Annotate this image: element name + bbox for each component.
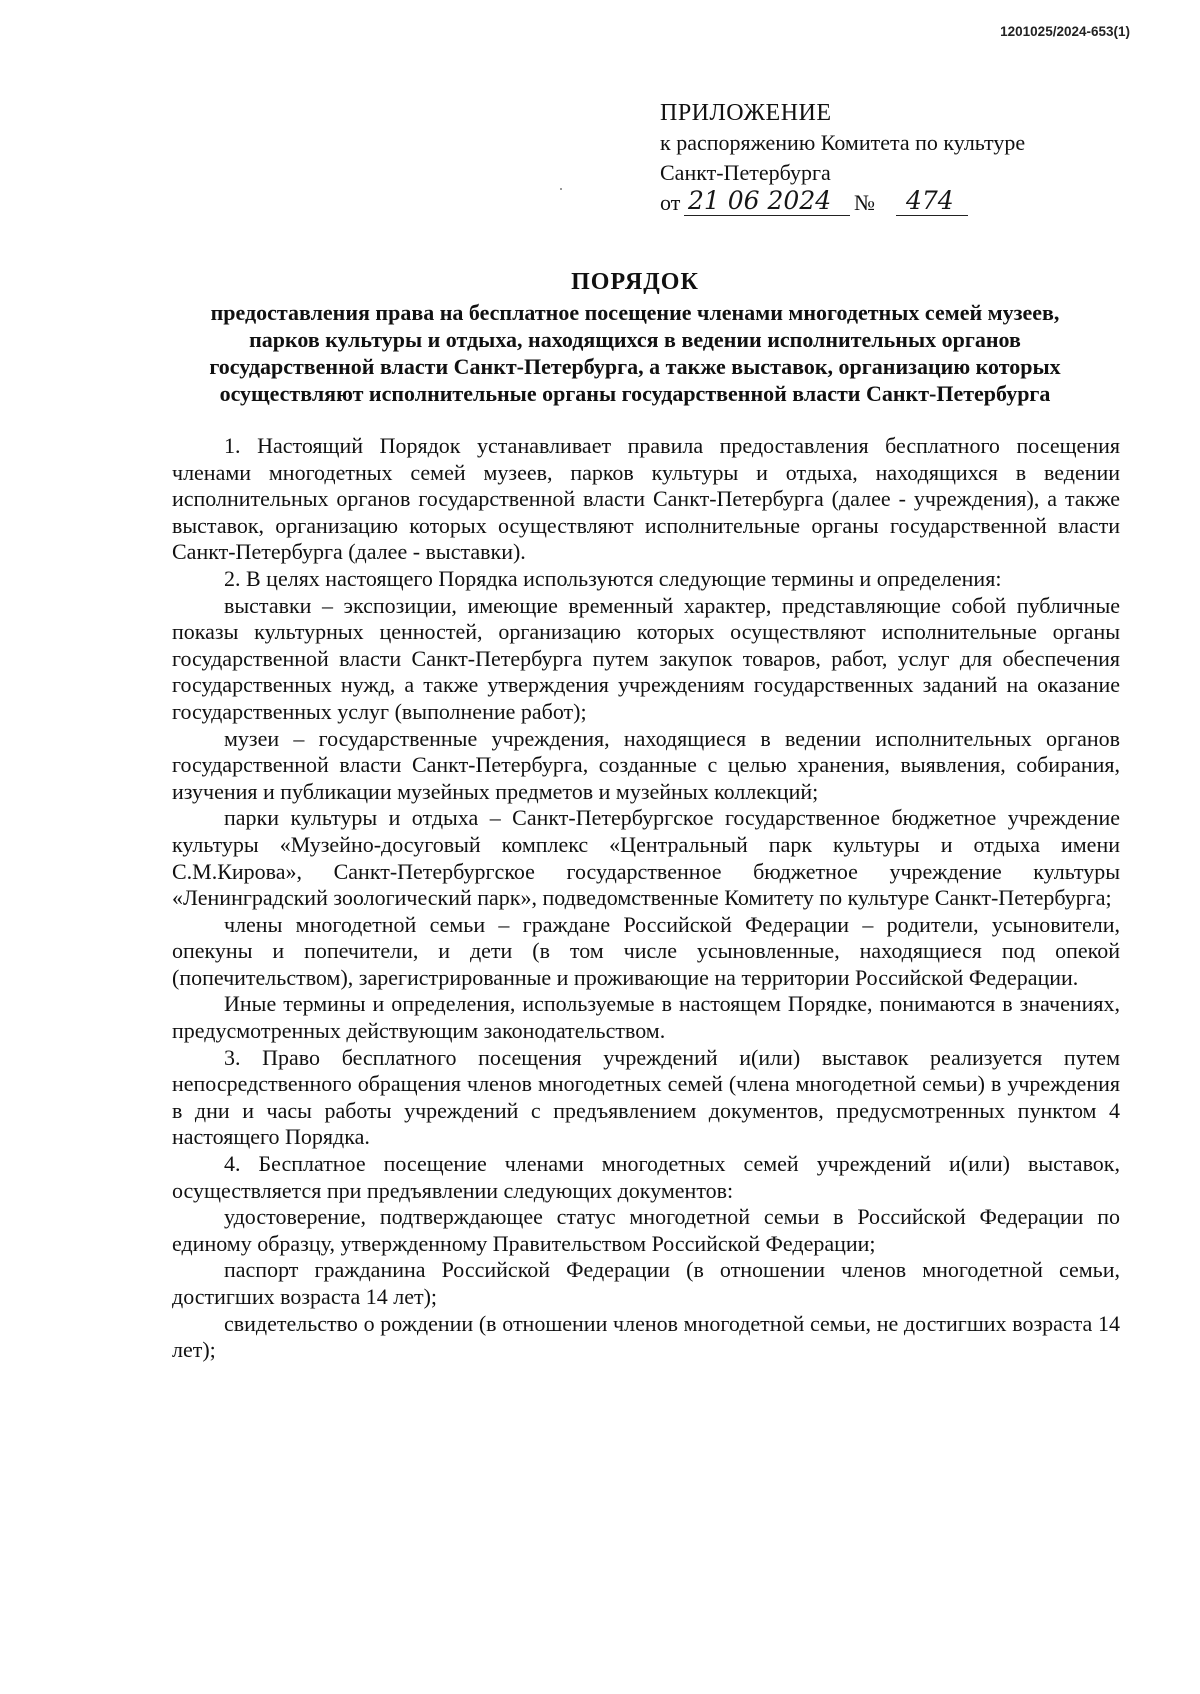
number-label: № <box>854 190 875 215</box>
document-item-passport: паспорт гражданина Российской Федерации (в отношении членов многодетной семьи, достигших возраста 14 лет); <box>172 1257 1120 1309</box>
paragraph-1-scope: 1. Настоящий Порядок устанавливает правила предоставления бесплатного посещения членами многодетных семей музеев, парков культуры и отдыха, находящихся в ведении исполнительных органов государственной власти Санкт-Петербурга (далее - учреждения), а также выставок, организацию которых осуществляют исполнительные органы государственной власти Санкт-Петербурга (далее - выставки). <box>172 433 1120 565</box>
handwritten-date: 21 06 2024 <box>688 186 832 215</box>
document-item-birth-certificate: свидетельство о рождении (в отношении членов многодетной семьи, не достигших возраста 14 лет); <box>172 1310 1120 1363</box>
paragraph-2-terms-intro: 2. В целях настоящего Порядка используются следующие термины и определения: <box>224 565 1002 591</box>
appendix-line-1: к распоряжению Комитета по культуре <box>660 130 1026 155</box>
order-heading <box>150 265 1120 407</box>
order-subtitle-line: парков культуры и отдыха, находящихся в ведении исполнительных органов <box>249 327 1021 352</box>
definition-family-members: члены многодетной семьи – граждане Российской Федерации – родители, усыновители, опекуны и попечители, и дети (в том числе усыновленные, находящиеся под опекой (попечительством), зарегистрированные и проживающие на территории Российской Федерации. <box>172 911 1120 990</box>
paragraph-3-right-of-visit: 3. Право бесплатного посещения учреждений и(или) выставок реализуется путем непосредственного обращения членов многодетных семей (члена многодетной семьи) в учреждения в дни и часы работы учреждений с предъявлением документов, предусмотренных пунктом 4 настоящего Порядка. <box>172 1044 1120 1150</box>
definition-museums: музеи – государственные учреждения, находящиеся в ведении исполнительных органов государственной власти Санкт-Петербурга, созданные с целью хранения, выявления, собирания, изучения и публикации музейных предметов и музейных коллекций; <box>172 725 1120 804</box>
date-number-line <box>660 188 1025 220</box>
order-title: ПОРЯДОК <box>571 269 699 295</box>
order-subtitle-line: предоставления права на бесплатное посещение членами многодетных семей музеев, <box>210 300 1060 325</box>
order-body <box>172 433 1120 1364</box>
from-label: от <box>660 190 681 215</box>
definition-parks: парки культуры и отдыха – Санкт-Петербургское государственное бюджетное учреждение культуры «Музейно-досуговый комплекс «Центральный парк культуры и отдыха имени С.М.Кирова», Санкт-Петербургское государственное бюджетное учреждение культуры «Ленинградский зоологический парк», подведомственные Комитету по культуре Санкт-Петербурга; <box>172 805 1120 911</box>
paragraph-4-documents-intro: 4. Бесплатное посещение членами многодетных семей учреждений и(или) выставок, осуществляется при предъявлении следующих документов: <box>172 1151 1120 1203</box>
other-terms-paragraph: Иные термины и определения, используемые в настоящем Порядке, понимаются в значениях, предусмотренных действующим законодательством. <box>172 991 1120 1044</box>
order-subtitle-line: осуществляют исполнительные органы государственной власти Санкт-Петербурга <box>219 381 1051 406</box>
handwritten-number: 474 <box>906 186 954 215</box>
document-registration-code: 1201025/2024-653(1) <box>1000 24 1130 39</box>
appendix-title: ПРИЛОЖЕНИЕ <box>660 100 832 126</box>
appendix-block <box>660 98 1025 220</box>
definition-exhibitions: выставки – экспозиции, имеющие временный характер, представляющие собой публичные показы культурных ценностей, организацию которых осуществляют исполнительные органы государственной власти Санкт-Петербурга путем закупок товаров, работ, услуг для обеспечения государственных нужд, а также утверждения учреждениям государственных заданий на оказание государственных услуг (выполнение работ); <box>172 592 1120 724</box>
appendix-line-2: Санкт-Петербурга <box>660 160 831 185</box>
scan-speck <box>560 188 562 190</box>
document-item-certificate: удостоверение, подтверждающее статус многодетной семьи в Российской Федерации по единому образцу, утвержденному Правительством Российской Федерации; <box>172 1204 1120 1256</box>
order-subtitle <box>150 299 1120 407</box>
order-subtitle-line: государственной власти Санкт-Петербурга, а также выставок, организацию которых <box>209 354 1061 379</box>
